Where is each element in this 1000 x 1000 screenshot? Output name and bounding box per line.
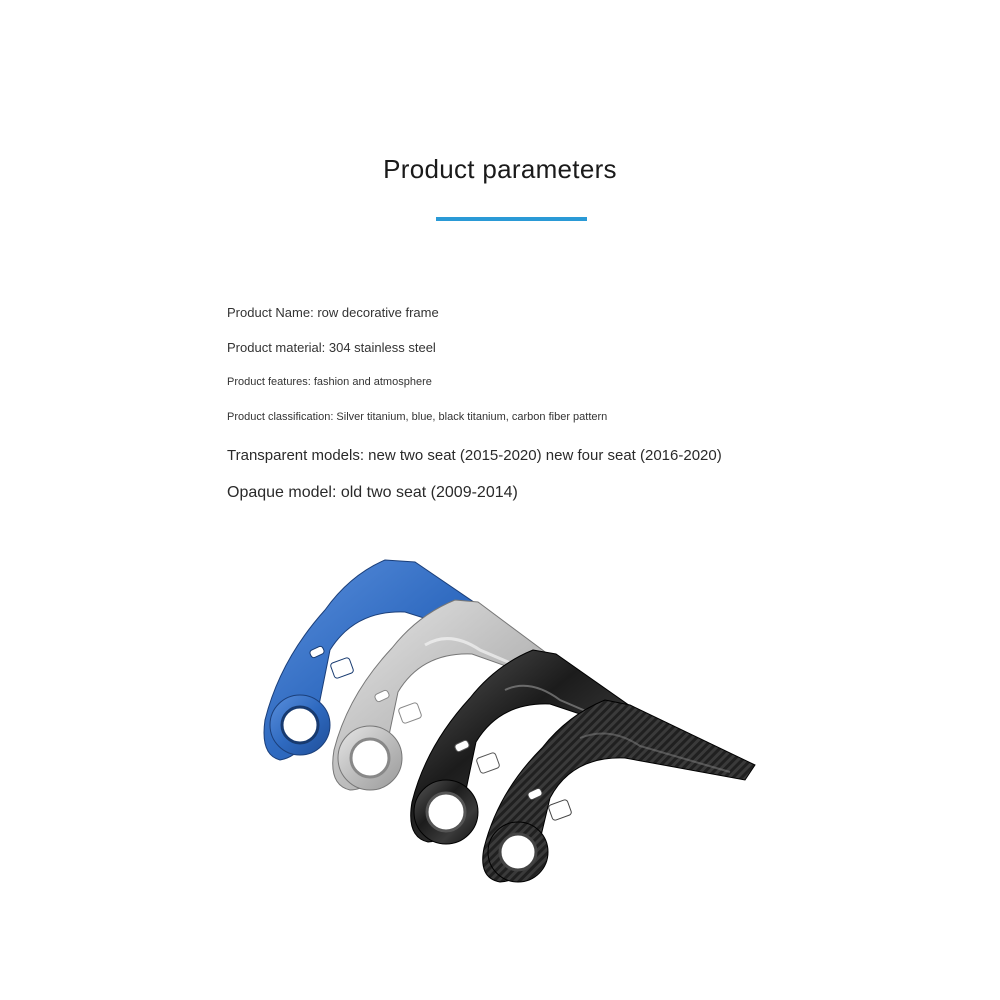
product-photo (250, 550, 770, 890)
param-opaque-model: Opaque model: old two seat (2009-2014) (227, 484, 518, 501)
param-product-name: Product Name: row decorative frame (227, 305, 439, 320)
title-underline (436, 217, 587, 221)
param-product-classification: Product classification: Silver titanium, blue, black titanium, carbon fiber pattern (227, 411, 608, 423)
param-product-material: Product material: 304 stainless steel (227, 340, 436, 355)
page-title: Product parameters (383, 154, 617, 184)
param-product-features: Product features: fashion and atmosphere (227, 376, 432, 388)
carbon-fiber-frame (483, 700, 755, 882)
param-transparent-models: Transparent models: new two seat (2015-2020) new four seat (2016-2020) (227, 447, 722, 464)
